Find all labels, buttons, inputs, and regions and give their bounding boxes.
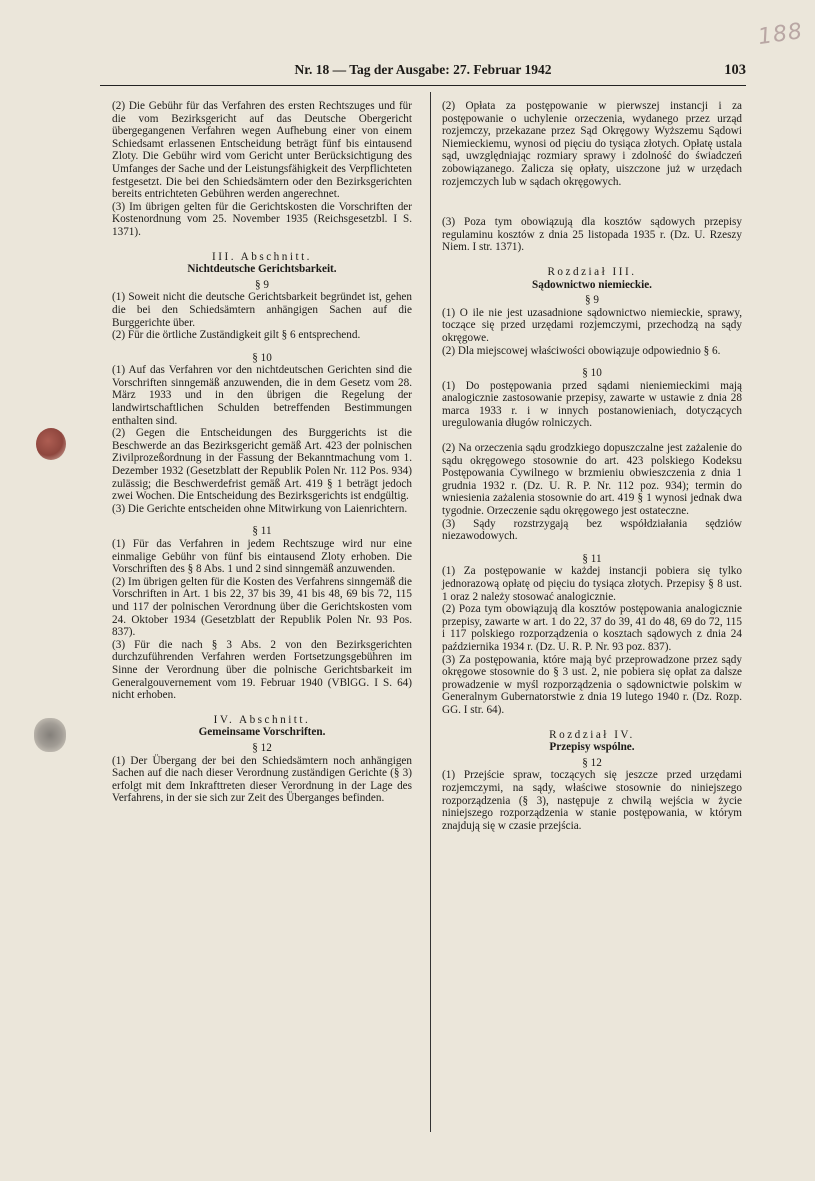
paragraph-number: § 11	[582, 552, 602, 565]
section-heading: III. Abschnitt.	[212, 250, 312, 263]
paragraph: (2) Die Gebühr für das Verfahren des ersten Rechtszuges und für die vom Bezirksgericht auf das Deutsche Obergericht übergegangenen Verfahren wegen Aufhebung einer von einem Schiedsamt erlassenen Entscheidung beträgt fünf bis eintausend Zloty. Die Gebühr wird vom Gericht unter Berücksichtigung des Umfanges der Sache und der Leistungsfähigkeit des Verpflichteten festgesetzt. Die bei den Schiedsämtern oder den Bezirksgerichten bereits entrichteten Gebühren werden angerechnet.	[112, 100, 412, 201]
paragraph: (3) Poza tym obowiązują dla kosztów sądowych przepisy regulaminu kosztów z dnia 25 listopada 1935 r. (Dz. U. Rzeszy Niem. I str. 1371).	[442, 216, 742, 254]
paragraph-number: § 10	[582, 367, 602, 380]
gray-ink-stain	[34, 718, 66, 752]
paragraph-number: § 12	[582, 756, 602, 769]
paragraph: (3) Für die nach § 3 Abs. 2 von den Bezirksgerichten durchzuführenden Verfahren werden Fortsetzungsgebühren im Sinne der Verordnung über die polnische Gerichtsbarkeit im Generalgouvernement vom 19. Februar 1940 (VBlGG. I S. 64) nicht erhoben.	[112, 638, 412, 702]
german-column	[112, 100, 412, 805]
paragraph-number: § 11	[252, 525, 272, 538]
section-heading: IV. Abschnitt.	[213, 713, 311, 726]
paragraph: (1) Soweit nicht die deutsche Gerichtsbarkeit begründet ist, gehen die bei den Schiedsämtern anhängigen Sachen auf die Burggerichte über.	[112, 291, 412, 329]
paragraph: (2) Na orzeczenia sądu grodzkiego dopuszczalne jest zażalenie do sądu okręgowego stosownie do art. 423 polskiego Kodeksu Postępowania Cywilnego w brzmieniu obwieszczenia z dnia 1 grudnia 1932 r. (Dz. U. R. P. Nr. 112 poz. 934); termin do wniesienia zażalenia stosownie do art. 419 § 1 wynosi jednak dwa tygodnie. Orzeczenie sądu okręgowego jest ostateczne.	[442, 442, 742, 518]
paragraph: (1) Auf das Verfahren vor den nichtdeutschen Gerichten sind die Vorschriften sinngemäß anzuwenden, die in dem Gesetz vom 28. März 1933 und in den übrigen die Regelung der landwirtschaftlichen Schulden betreffenden Bestimmungen enthalten sind.	[112, 364, 412, 427]
section-title: Przepisy wspólne.	[549, 741, 635, 754]
paragraph: (2) Dla miejscowej właściwości obowiązuje odpowiednio § 6.	[442, 344, 721, 357]
paragraph: (3) Die Gerichte entscheiden ohne Mitwirkung von Laienrichtern.	[112, 502, 408, 515]
paragraph: (1) O ile nie jest uzasadnione sądownictwo niemieckie, sprawy, toczące się przed urzędami rozjemczymi, przechodzą na sądy okręgowe.	[442, 306, 742, 344]
header-rule	[100, 85, 746, 86]
section-heading: Rozdział III.	[547, 265, 637, 278]
paragraph: (2) Gegen die Entscheidungen des Burggerichts ist die Beschwerde an das Bezirksgericht gemäß Art. 423 der polnischen Zivilprozeßordnung in der Fassung der Bekanntmachung vom 1. Dezember 1932 (Gesetzblatt der Republik Polen Nr. 112 Pos. 934) zulässig; die Beschwerdefrist gemäß Art. 419 § 1 beträgt jedoch zwei Wochen. Die Entscheidung des Bezirksgerichts ist endgültig.	[112, 427, 412, 503]
paragraph-number: § 9	[255, 278, 269, 291]
paragraph-number: § 9	[585, 294, 599, 307]
section-title: Gemeinsame Vorschriften.	[198, 726, 326, 739]
paragraph: (3) Im übrigen gelten für die Gerichtskosten die Vorschriften der Kostenordnung vom 25. November 1935 (Reichsgesetzbl. I S. 1371).	[112, 200, 412, 238]
paragraph: (3) Sądy rozstrzygają bez współdziałania sędziów niezawodowych.	[442, 517, 742, 543]
paragraph: (2) Für die örtliche Zuständigkeit gilt § 6 entsprechend.	[112, 329, 361, 342]
section-heading: Rozdział IV.	[549, 728, 635, 741]
paragraph: (1) Za postępowanie w każdej instancji pobiera się tylko jednorazową opłatę od pięciu do tysiąca złotych. Przepisy § 8 ust. 1 oraz 2 należy stosować analogicznie.	[442, 565, 742, 603]
handwritten-page-number: 188	[756, 18, 805, 51]
paragraph: (1) Der Übergang der bei den Schiedsämtern noch anhängigen Sachen auf die nach dieser Verordnung zuständigen Gerichte (§ 3) erfolgt mit dem Inkrafttreten dieser Verordnung in der Lage des Verfahrens, in der sie sich zur Zeit des Überganges befinden.	[112, 754, 412, 805]
paragraph: (3) Za postępowania, które mają być przeprowadzone przez sądy okręgowe stosownie do § 3 ust. 2, nie pobiera się opłat za dalsze prowadzenie w myśl rozporządzenia o sądownictwie polskim w Generalnym Gubernatorstwie z dnia 19 lutego 1940 r. (Dz. Rozp. GG. I str. 64).	[442, 653, 742, 716]
paragraph-number: § 12	[252, 741, 272, 754]
issue-title: Nr. 18 — Tag der Ausgabe: 27. Februar 1942	[294, 62, 552, 77]
polish-column	[442, 100, 742, 832]
red-ink-stain	[36, 428, 66, 460]
paragraph: (2) Poza tym obowiązują dla kosztów postępowania analogicznie przepisy, zawarte w art. 1 do 22, 37 do 39, 41 do 48, 69 do 72, 115 i 117 polskiego rozporządzenia o kosztach sądowych z dnia 24 października 1934 r. (Dz. U. R. P. Nr. 93 poz. 837).	[442, 603, 742, 653]
column-divider	[430, 92, 431, 1132]
paragraph: (1) Für das Verfahren in jedem Rechtszuge wird nur eine einmalige Gebühr von fünf bis eintausend Zloty erhoben. Die Vorschriften des § 8 Abs. 1 und 2 sind sinngemäß anzuwenden.	[112, 538, 412, 576]
paragraph: (1) Przejście spraw, toczących się jeszcze przed urzędami rozjemczymi, na sądy, właściwe stosownie do niniejszego rozporządzenia (§ 3), następuje z chwilą wejścia w życie niniejszego rozporządzenia w stanie postępowania, w którym znajdują się w czasie przejścia.	[442, 769, 742, 832]
page-header	[100, 62, 746, 82]
paragraph: (2) Im übrigen gelten für die Kosten des Verfahrens sinngemäß die Vorschriften in Art. 1 bis 22, 37 bis 39, 41 bis 48, 69 bis 72, 115 und 117 der polnischen Verordnung über die Gerichtskosten vom 24. Oktober 1934 (Gesetzblatt der Republik Polen Nr. 93 Pos. 837).	[112, 575, 412, 639]
section-title: Sądownictwo niemieckie.	[532, 278, 652, 291]
paragraph: (1) Do postępowania przed sądami nieniemieckimi mają analogicznie zastosowanie przepisy, zawarte w ustawie z dnia 28 marca 1933 r. i w innych postanowieniach, dotyczących uregulowania długów rolniczych.	[442, 379, 742, 430]
paragraph: (2) Opłata za postępowanie w pierwszej instancji i za postępowanie o uchylenie orzeczenia, wydanego przez urząd rozjemczy, przekazane przez Sąd Okręgowy Wyższemu Sądowi Niemieckiemu, wynosi od pięciu do tysiąca złotych. Opłatę ustala sąd, uwzględniając rozmiary sprawy i zdolność do świadczeń zobowiązanego. Zalicza się opłaty, uiszczone już w urzędach rozjemczych lub w sądach okręgowych.	[442, 100, 742, 188]
page-number: 103	[724, 62, 746, 78]
paragraph-number: § 10	[252, 351, 272, 364]
section-title: Nichtdeutsche Gerichtsbarkeit.	[187, 263, 337, 276]
